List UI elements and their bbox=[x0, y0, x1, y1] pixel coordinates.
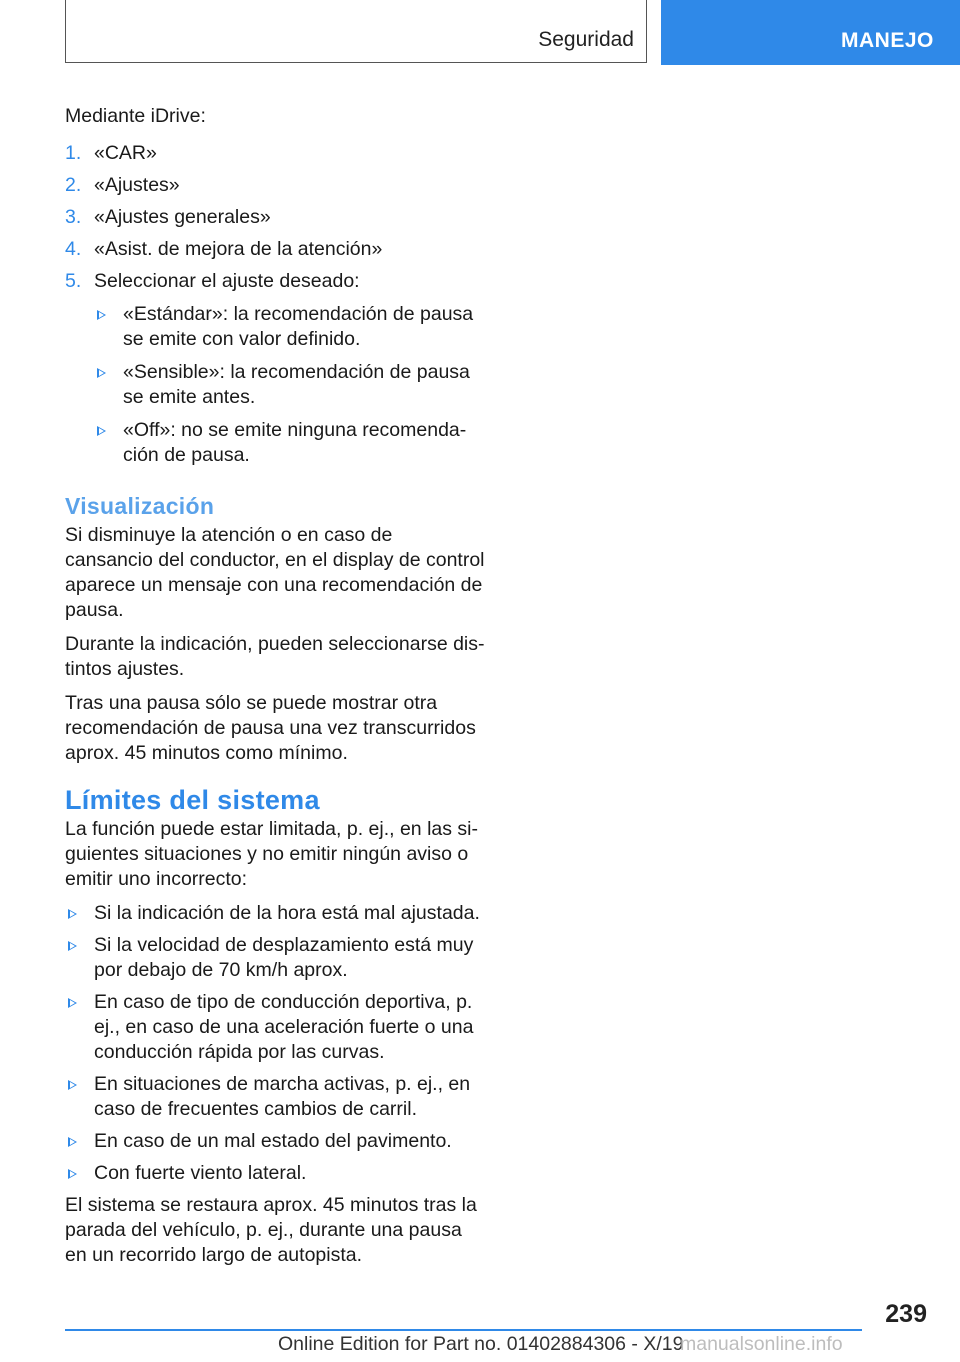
page-number: 239 bbox=[885, 1300, 927, 1328]
limites-item-text: Si la indicación de la hora está mal ajustada. bbox=[94, 902, 480, 924]
triangle-bullet-icon bbox=[97, 426, 106, 436]
limites-item bbox=[65, 901, 485, 926]
step-item bbox=[65, 141, 485, 166]
limites-outro: El sistema se restaura aprox. 45 minutos tras la parada del vehículo, p. ej., durante una pausa en un recorrido largo de autopista. bbox=[65, 1194, 477, 1266]
step-number: 2. bbox=[65, 174, 82, 196]
step-number: 1. bbox=[65, 142, 82, 164]
triangle-bullet-icon bbox=[97, 310, 106, 320]
option-text: «Estándar»: la recomendación de pausa se emite con valor definido. bbox=[123, 303, 474, 350]
footer-divider bbox=[65, 1329, 862, 1331]
option-item bbox=[94, 302, 485, 352]
visualizacion-heading: Visualización bbox=[65, 493, 215, 519]
step-item bbox=[65, 269, 485, 468]
page-content bbox=[65, 100, 485, 1277]
step-text: Seleccionar el ajuste deseado: bbox=[94, 270, 360, 292]
limites-item-text: Con fuerte viento lateral. bbox=[94, 1162, 307, 1184]
limites-item-text: En situaciones de marcha activas, p. ej., en caso de frecuentes cambios de carril. bbox=[94, 1073, 471, 1120]
limites-item-text: En caso de un mal estado del pavimento. bbox=[94, 1130, 452, 1152]
limites-item bbox=[65, 933, 485, 983]
limites-heading: Límites del sistema bbox=[65, 785, 320, 815]
header-section-title: Seguridad bbox=[538, 28, 634, 51]
limites-item bbox=[65, 990, 485, 1065]
limites-list bbox=[65, 901, 485, 1186]
limites-item-text: Si la velocidad de desplazamiento está muy por debajo de 70 km/h aprox. bbox=[94, 934, 474, 981]
visualizacion-paragraph: Tras una pausa sólo se puede mostrar otra recomendación de pausa una vez transcurridos aprox. 45 minutos como mínimo. bbox=[65, 692, 476, 764]
header-section-box bbox=[65, 0, 647, 63]
step-item bbox=[65, 237, 485, 262]
step-item bbox=[65, 205, 485, 230]
limites-item bbox=[65, 1072, 485, 1122]
limites-item bbox=[65, 1161, 485, 1186]
triangle-bullet-icon bbox=[68, 1080, 77, 1090]
option-item bbox=[94, 360, 485, 410]
step5-options bbox=[94, 302, 485, 468]
chapter-tab bbox=[661, 0, 960, 65]
option-item bbox=[94, 418, 485, 468]
step-number: 4. bbox=[65, 238, 82, 260]
limites-intro: La función puede estar limitada, p. ej., en las siguientes situaciones y no emitir ningún aviso o emitir uno incorrecto: bbox=[65, 818, 478, 890]
triangle-bullet-icon bbox=[97, 368, 106, 378]
option-text: «Off»: no se emite ninguna recomendación de pausa. bbox=[123, 419, 467, 466]
step-item bbox=[65, 173, 485, 198]
visualizacion-paragraph: Si disminuye la atención o en caso de cansancio del conductor, en el display de control aparece un mensaje con una recomendación de pausa. bbox=[65, 524, 485, 621]
step-text: «Ajustes generales» bbox=[94, 206, 271, 228]
triangle-bullet-icon bbox=[68, 909, 77, 919]
option-text: «Sensible»: la recomendación de pausa se emite antes. bbox=[123, 361, 470, 408]
triangle-bullet-icon bbox=[68, 998, 77, 1008]
steps-list bbox=[65, 141, 485, 468]
step-text: «Asist. de mejora de la atención» bbox=[94, 238, 383, 260]
footer-watermark[interactable]: manualsonline.info bbox=[680, 1333, 843, 1355]
step-text: «CAR» bbox=[94, 142, 157, 164]
chapter-tab-label: MANEJO bbox=[841, 29, 934, 52]
step-number: 3. bbox=[65, 206, 82, 228]
step-text: «Ajustes» bbox=[94, 174, 180, 196]
triangle-bullet-icon bbox=[68, 1169, 77, 1179]
visualizacion-paragraph: Durante la indicación, pueden seleccionarse distintos ajustes. bbox=[65, 633, 485, 680]
triangle-bullet-icon bbox=[68, 1137, 77, 1147]
limites-item bbox=[65, 1129, 485, 1154]
step-number: 5. bbox=[65, 270, 82, 292]
triangle-bullet-icon bbox=[68, 941, 77, 951]
intro-text: Mediante iDrive: bbox=[65, 105, 206, 127]
limites-item-text: En caso de tipo de conducción deportiva, p. ej., en caso de una aceleración fuerte o una conducción rápida por las curvas. bbox=[94, 991, 474, 1063]
footer-edition: Online Edition for Part no. 01402884306 - X/19 bbox=[278, 1333, 684, 1355]
